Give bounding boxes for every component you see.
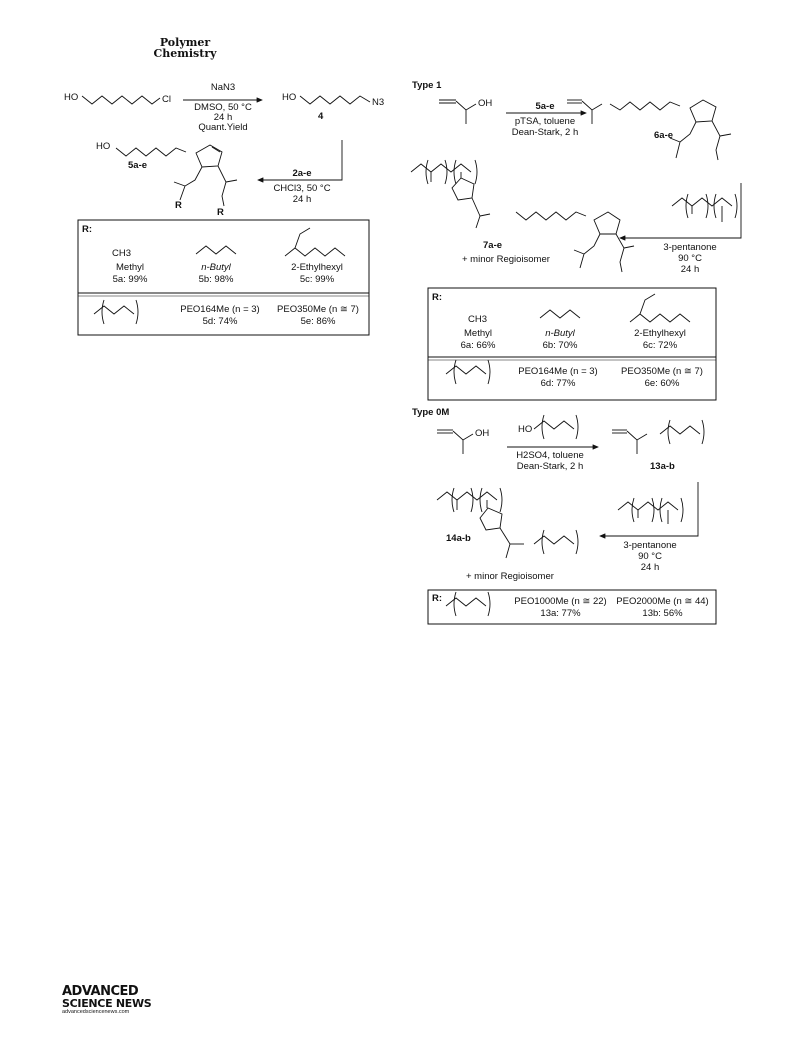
butyl-yield-left: 5b: 98%	[198, 274, 234, 285]
type0m-minor: + minor Regioisomer	[466, 571, 554, 582]
triazole-ring-14	[480, 508, 502, 530]
ethylhexyl-type1: 2-Ethylhexyl	[634, 328, 686, 339]
type1-solvent: 3-pentanone	[663, 242, 717, 253]
compound-14ab: 14a-b	[446, 533, 471, 544]
type1-cond-a: pTSA, toluene	[514, 116, 576, 127]
peo164-yield-type1: 6d: 77%	[540, 378, 576, 389]
ethylhexyl-zigzag	[285, 248, 345, 256]
ch3-left: CH3	[112, 248, 132, 259]
chain-azidohexanol	[300, 96, 370, 104]
peo164-type1: PEO164Me (n = 3)	[518, 366, 598, 377]
cond-dmso: DMSO, 50 °C	[194, 102, 252, 113]
peo1000-0m: PEO1000Me (n ≅ 22)	[514, 596, 607, 607]
chain-6	[610, 102, 680, 110]
butyl-yield-type1: 6b: 70%	[542, 340, 578, 351]
compound-6ae: 6a-e	[654, 130, 674, 141]
triazole-ring-6	[690, 100, 716, 122]
peo-zigzag-left	[94, 306, 134, 314]
polymer-backbone-azide-1	[672, 198, 732, 206]
type1-oh: OH	[478, 98, 493, 109]
polymer-backbone-14	[437, 492, 497, 500]
type1-reagent: 5a-e	[535, 101, 555, 112]
sm-ho: HO	[64, 92, 79, 103]
logo-line1: ADVANCED	[62, 984, 139, 999]
p-ho: HO	[282, 92, 297, 103]
peo2000-yield-0m: 13b: 56%	[642, 608, 683, 619]
r-label-2: R	[217, 207, 224, 218]
polymer-backbone-azide-0m	[618, 502, 678, 510]
triazole-ring-5	[196, 145, 222, 167]
compound-5ae: 5a-e	[128, 160, 148, 171]
type1-time: 24 h	[680, 264, 700, 275]
prod-ho: HO	[96, 141, 111, 152]
triazole-ring-7b	[594, 212, 620, 234]
reagent-2ae: 2a-e	[292, 168, 312, 179]
peo164-left: PEO164Me (n = 3)	[180, 304, 260, 315]
reagent-nan3: NaN3	[210, 82, 236, 93]
cond-chcl3: CHCl3, 50 °C	[273, 183, 331, 194]
type0m-oh: OH	[475, 428, 490, 439]
ester-arm-5-left	[180, 167, 202, 200]
compound-13ab: 13a-b	[650, 461, 675, 472]
peo350-yield-left: 5e: 86%	[300, 316, 336, 327]
cond-time-1: 24 h	[213, 112, 233, 123]
type1-temp: 90 °C	[678, 253, 702, 264]
type0m-solvent: 3-pentanone	[623, 540, 677, 551]
chain-product5	[116, 148, 186, 156]
sm-cl: Cl	[162, 94, 171, 105]
type0m-title: Type 0M	[412, 407, 450, 418]
type0m-cond-b: Dean-Stark, 2 h	[516, 461, 584, 472]
peo2000-0m: PEO2000Me (n ≅ 44)	[616, 596, 709, 607]
p-n3: N3	[372, 97, 385, 108]
type0m-time: 24 h	[640, 562, 660, 573]
cond-time-2: 24 h	[292, 194, 312, 205]
chain-chlorohexanol	[82, 96, 160, 104]
peo350-yield-type1: 6e: 60%	[644, 378, 680, 389]
chain-7	[516, 212, 586, 220]
butyl-type1: n-Butyl	[545, 328, 575, 339]
butyl-zigzag	[196, 246, 236, 254]
r-box-left-title: R:	[82, 224, 93, 235]
methyl-yield-type1: 6a: 66%	[460, 340, 496, 351]
r-box-type1-title: R:	[432, 292, 443, 303]
type0m-temp: 90 °C	[638, 551, 662, 562]
methyl-yield-left: 5a: 99%	[112, 274, 148, 285]
polymer-backbone-7	[411, 164, 471, 172]
logo-line2: SCIENCE NEWS	[62, 997, 152, 1010]
type1-minor: + minor Regioisomer	[462, 254, 550, 265]
type0m-cond-a: H2SO4, toluene	[516, 450, 584, 461]
methyl-type1: Methyl	[464, 328, 492, 339]
journal-line1: Polymer	[159, 36, 211, 49]
logo-url: advancedsciencenews.com	[62, 1009, 130, 1015]
ethylhexyl-left: 2-Ethylhexyl	[291, 262, 343, 273]
butyl-left: n-Butyl	[201, 262, 231, 273]
journal-line2: Chemistry	[153, 47, 217, 60]
publisher-logo	[62, 985, 151, 1015]
type1-cond-b: Dean-Stark, 2 h	[511, 127, 579, 138]
peo164-yield-left: 5d: 74%	[202, 316, 238, 327]
compound-7ae: 7a-e	[483, 240, 503, 251]
cond-yield: Quant.Yield	[198, 122, 248, 133]
r-box-0m-title: R:	[432, 593, 443, 604]
ethylhexyl-yield-left: 5c: 99%	[299, 274, 335, 285]
compound-4: 4	[318, 111, 324, 122]
r-label-1: R	[175, 200, 182, 211]
ch3-type1: CH3	[468, 314, 488, 325]
ethylhexyl-yield-type1: 6c: 72%	[642, 340, 678, 351]
arrow-polymer-click-1	[620, 183, 741, 238]
peo350-type1: PEO350Me (n ≅ 7)	[621, 366, 703, 377]
methyl-left: Methyl	[116, 262, 144, 273]
type0m-ho: HO	[518, 424, 533, 435]
ester-arm-5-right	[218, 166, 226, 206]
peo350-left: PEO350Me (n ≅ 7)	[277, 304, 359, 315]
type1-title: Type 1	[412, 80, 442, 91]
peo1000-yield-0m: 13a: 77%	[540, 608, 581, 619]
